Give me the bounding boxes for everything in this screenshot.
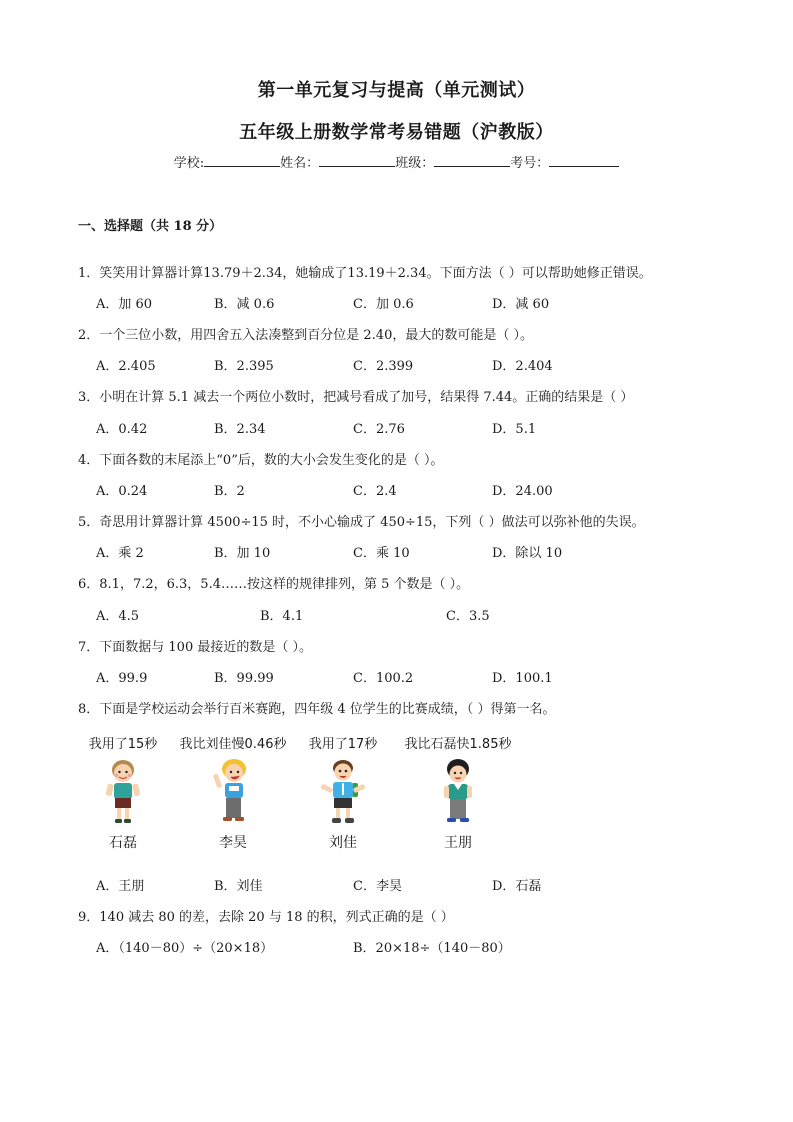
question-3: 3．小明在计算 5.1 减去一个两位小数时，把减号看成了加号，结果得 7.44。正确的结果是（ ）: [78, 390, 634, 405]
option-d[interactable]: D．24.00: [492, 484, 553, 499]
option-c[interactable]: C．加 0.6: [353, 297, 414, 312]
option-a[interactable]: A．乘 2: [96, 546, 144, 561]
name-blank[interactable]: [319, 154, 395, 167]
question-2: 2．一个三位小数，用四舍五入法凑整到百分位是 2.40，最大的数可能是（ ）。: [78, 328, 533, 343]
question-8: 8．下面是学校运动会举行百米赛跑，四年级 4 位学生的比赛成绩，（ ）得第一名。: [78, 702, 556, 717]
name-label: 姓名：: [280, 156, 320, 171]
option-a[interactable]: A．4.5: [96, 609, 140, 624]
option-b[interactable]: B．2: [214, 484, 245, 499]
question-6: 6．8.1，7.2，6.3，5.4……按这样的规律排列，第 5 个数是（ ）。: [78, 577, 470, 592]
option-b[interactable]: B．20×18÷（140－80）: [353, 941, 511, 956]
class-label: 班级：: [395, 156, 435, 171]
student-name: 刘佳: [329, 835, 357, 851]
option-d[interactable]: D．石磊: [492, 879, 542, 894]
document-subtitle: 五年级上册数学常考易错题（沪教版）: [239, 122, 554, 143]
question-1-options: [96, 293, 716, 313]
student-figure-shilei: [63, 736, 183, 852]
question-9-options: [96, 937, 716, 957]
question-4-options: [96, 480, 716, 500]
option-d[interactable]: D．减 60: [492, 297, 550, 312]
option-a[interactable]: A．0.42: [96, 422, 148, 437]
option-a[interactable]: A．0.24: [96, 484, 148, 499]
option-b[interactable]: B．99.99: [214, 671, 274, 686]
student-info-line: [0, 152, 793, 171]
school-label: 学校:: [173, 156, 205, 171]
student-name: 李昊: [219, 835, 247, 851]
class-blank[interactable]: [434, 154, 510, 167]
option-a[interactable]: A．99.9: [96, 671, 148, 686]
section-heading: 一、选择题（共 18 分）: [78, 219, 223, 234]
question-4: 4．下面各数的末尾添上“0”后，数的大小会发生变化的是（ ）。: [78, 453, 444, 468]
student-name: 石磊: [109, 835, 137, 851]
question-3-options: [96, 418, 716, 438]
option-d[interactable]: D．除以 10: [492, 546, 563, 561]
boy-cartoon-icon: [317, 756, 369, 828]
question-1: 1．笑笑用计算器计算13.79＋2.34，她输成了13.19＋2.34。下面方法（ ）可以帮助她修正错误。: [78, 266, 652, 281]
boy-cartoon-icon: [436, 756, 480, 828]
option-a[interactable]: A．2.405: [96, 359, 156, 374]
question-7-options: [96, 667, 716, 687]
option-b[interactable]: B．2.395: [214, 359, 274, 374]
question-2-options: [96, 355, 716, 375]
exam-number-blank[interactable]: [549, 154, 619, 167]
question-5-options: [96, 542, 716, 562]
option-d[interactable]: D．100.1: [492, 671, 553, 686]
school-blank[interactable]: [204, 154, 280, 167]
option-c[interactable]: C．乘 10: [353, 546, 410, 561]
option-b[interactable]: B．减 0.6: [214, 297, 275, 312]
speech-caption: 我比石磊快1.85秒: [404, 737, 512, 752]
question-5: 5．奇思用计算器计算 4500÷15 时，不小心输成了 450÷15，下列（ ）做法可以弥补他的失误。: [78, 515, 645, 530]
option-b[interactable]: B．刘佳: [214, 879, 263, 894]
option-d[interactable]: D．5.1: [492, 422, 537, 437]
question-6-options: [96, 605, 716, 625]
student-figure-liujia: [283, 736, 403, 852]
exam-number-label: 考号：: [510, 156, 550, 171]
speech-caption: 我比刘佳慢0.46秒: [179, 737, 287, 752]
option-d[interactable]: D．2.404: [492, 359, 553, 374]
question-9: 9．140 减去 80 的差，去除 20 与 18 的积，列式正确的是（ ）: [78, 910, 454, 925]
option-c[interactable]: C．2.399: [353, 359, 414, 374]
student-name: 王朋: [444, 835, 472, 851]
option-c[interactable]: C．2.76: [353, 422, 405, 437]
option-c[interactable]: C．3.5: [446, 609, 490, 624]
option-b[interactable]: B．加 10: [214, 546, 271, 561]
student-figure-lihao: [173, 736, 293, 852]
option-a[interactable]: A．王朋: [96, 879, 145, 894]
race-results-figure: [78, 736, 538, 856]
option-a[interactable]: A．（140－80）÷（20×18）: [96, 941, 274, 956]
question-7: 7．下面数据与 100 最接近的数是（ ）。: [78, 640, 312, 655]
boy-cartoon-icon: [101, 756, 145, 828]
option-b[interactable]: B．4.1: [260, 609, 304, 624]
option-c[interactable]: C．100.2: [353, 671, 414, 686]
option-c[interactable]: C．李昊: [353, 879, 402, 894]
question-8-options: [96, 875, 716, 895]
option-c[interactable]: C．2.4: [353, 484, 397, 499]
student-figure-wangpeng: [398, 736, 518, 852]
speech-caption: 我用了15秒: [88, 737, 158, 752]
option-a[interactable]: A．加 60: [96, 297, 153, 312]
document-title: 第一单元复习与提高（单元测试）: [257, 80, 536, 101]
boy-cartoon-icon: [211, 756, 255, 828]
speech-caption: 我用了17秒: [308, 737, 378, 752]
option-b[interactable]: B．2.34: [214, 422, 266, 437]
